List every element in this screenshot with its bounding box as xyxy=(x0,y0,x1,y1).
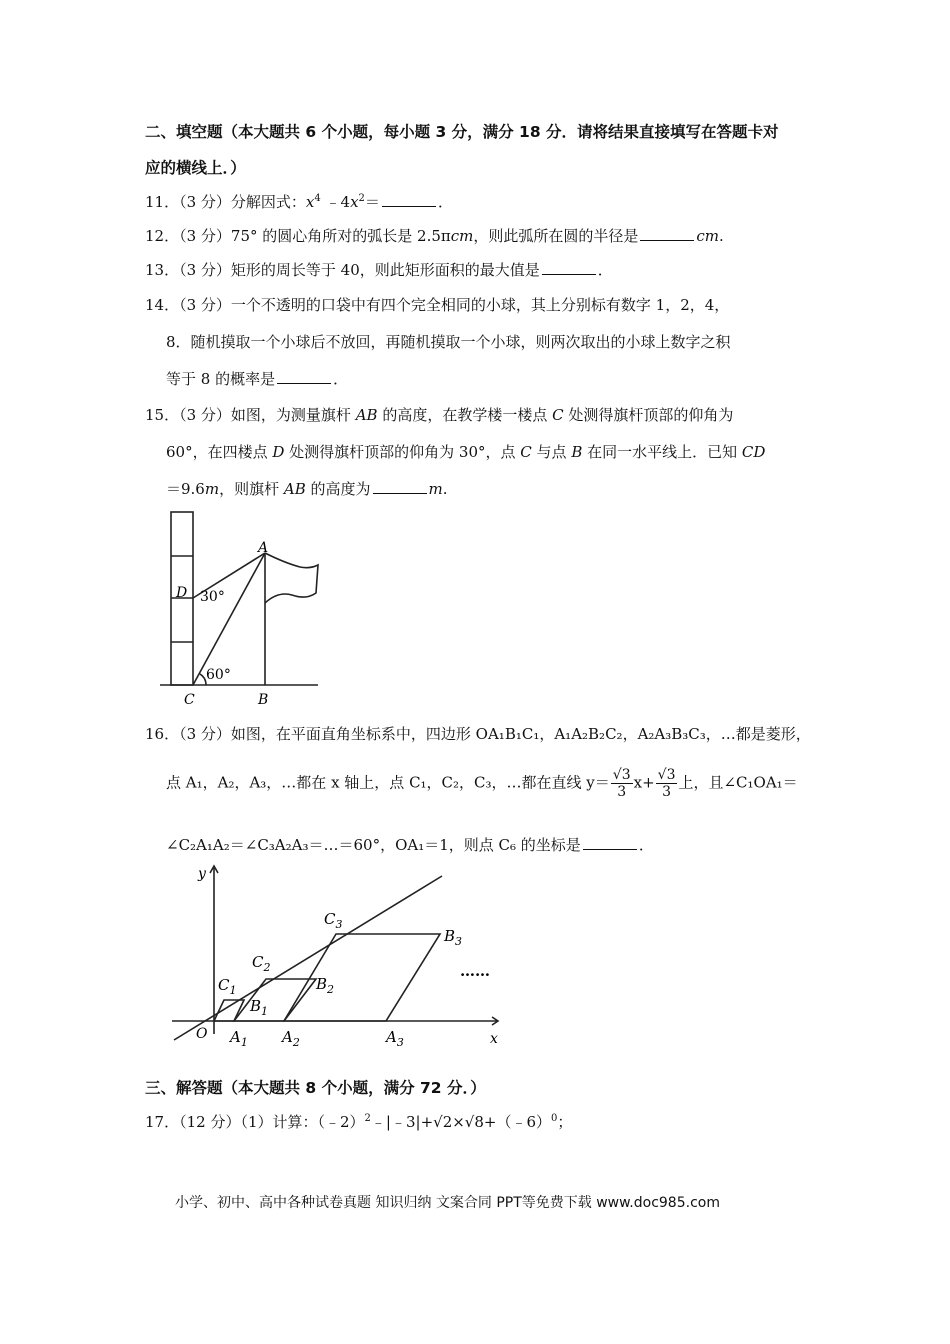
q11-var-x1: x xyxy=(305,193,315,211)
q15-text: 的高度，在教学楼一楼点 xyxy=(377,406,553,424)
q16-line1: 如图，在平面直角坐标系中，四边形 OA₁B₁C₁，A₁A₂B₂C₂，A₂A₃B₃C₃，…都是菱形， xyxy=(230,725,811,743)
fraction-numerator: √3 xyxy=(657,767,676,783)
q15-var: AB xyxy=(283,480,306,498)
q15-text: 的高度为 xyxy=(305,480,371,498)
label-x: x xyxy=(490,1031,498,1047)
question-16-line1 xyxy=(145,723,811,744)
q15-var: C xyxy=(520,443,532,461)
q17-text2: ﹣|﹣3|+√2×√8+（﹣6） xyxy=(370,1113,552,1131)
q15-answer-blank[interactable] xyxy=(373,481,427,494)
q12-unit2: cm xyxy=(696,227,720,245)
fraction-denominator: 3 xyxy=(662,784,672,800)
q11-score: （3 分） xyxy=(179,193,231,211)
label-B3: $B_3$ xyxy=(444,927,463,948)
q13-answer-blank[interactable] xyxy=(542,262,596,275)
q11-exp2: 2 xyxy=(358,193,365,204)
flag-shape xyxy=(265,553,318,603)
q11-text: 分解因式： xyxy=(230,193,306,211)
q11-answer-blank[interactable] xyxy=(382,194,436,207)
q11-eq: ＝ xyxy=(364,193,380,211)
q12-score: （3 分） xyxy=(179,227,231,245)
section3-heading: 三、解答题（本大题共 8 个小题，满分 72 分．） xyxy=(145,1079,486,1097)
label-D: D xyxy=(176,585,188,601)
q11-end: ． xyxy=(437,193,453,211)
q15-text: 处测得旗杆顶部的仰角为 30°，点 xyxy=(284,443,521,461)
q11-var-x2: x xyxy=(350,193,359,211)
q17-end: ； xyxy=(557,1113,573,1131)
q11-exp1: 4 xyxy=(314,193,321,204)
q14-number: 14． xyxy=(145,296,180,314)
question-16-line3 xyxy=(166,834,654,855)
q16-text: 点 A₁，A₂，A₃，…都在 x 轴上，点 C₁，C₂，C₃，…都在直线 y＝ xyxy=(166,773,610,792)
q13-text: 矩形的周长等于 40，则此矩形面积的最大值是 xyxy=(230,261,540,279)
rhombus-3 xyxy=(284,934,440,1021)
q17-exp2: 0 xyxy=(551,1113,558,1124)
label-B: B xyxy=(258,692,269,708)
q12-text: 75° 的圆心角所对的弧长是 2.5π xyxy=(230,227,451,245)
q17-score: （12 分） xyxy=(179,1113,241,1131)
question-14-line3 xyxy=(166,368,348,389)
q15-number: 15． xyxy=(145,406,180,424)
q16-number: 16． xyxy=(145,725,180,743)
label-B2: $B_2$ xyxy=(316,975,335,996)
label-A3: $A_3$ xyxy=(386,1028,404,1049)
label-C1: $C_1$ xyxy=(218,976,237,997)
q15-text: ，则旗杆 xyxy=(219,480,284,498)
question-16-line2 xyxy=(166,767,798,800)
question-15-line1 xyxy=(145,404,733,425)
q15-text: 在同一水平线上．已知 xyxy=(582,443,742,461)
q15-text: 与点 xyxy=(531,443,572,461)
q16-text: x+ xyxy=(633,773,655,792)
section2-heading-line2: 应的横线上．） xyxy=(145,159,246,177)
q17-text: （1）计算：（﹣2） xyxy=(240,1113,365,1131)
q15-text: 60°，在四楼点 xyxy=(166,443,273,461)
q16-end: ． xyxy=(638,836,654,854)
q11-number: 11． xyxy=(145,193,180,211)
question-17 xyxy=(145,1111,572,1132)
label-A1: $A_1$ xyxy=(230,1028,248,1049)
q14-score: （3 分） xyxy=(179,296,231,314)
q15-var: C xyxy=(552,406,564,424)
label-A: A xyxy=(258,540,269,556)
q12-text2: ，则此弧所在圆的半径是 xyxy=(473,227,639,245)
label-C: C xyxy=(184,692,195,708)
q11-mid: ﹣4 xyxy=(320,193,351,211)
q13-number: 13． xyxy=(145,261,180,279)
q14-line3: 等于 8 的概率是 xyxy=(166,370,276,388)
question-15-line2 xyxy=(166,441,765,462)
question-15-line3 xyxy=(166,478,448,499)
q12-answer-blank[interactable] xyxy=(640,228,694,241)
q17-number: 17． xyxy=(145,1113,180,1131)
label-y: y xyxy=(198,866,206,882)
question-14-line1 xyxy=(145,294,729,315)
q15-unit: m xyxy=(204,480,220,498)
section2-heading-line1: 二、填空题（本大题共 6 个小题，每小题 3 分，满分 18 分．请将结果直接填写在答题卡对 xyxy=(145,123,779,141)
q15-var: CD xyxy=(741,443,766,461)
question-12 xyxy=(145,225,724,246)
q15-text: ＝9.6 xyxy=(166,480,205,498)
line-CA xyxy=(193,553,265,685)
q14-line1: 一个不透明的口袋中有四个完全相同的小球，其上分别标有数字 1，2，4， xyxy=(230,296,730,314)
q15-var: D xyxy=(272,443,285,461)
q12-number: 12． xyxy=(145,227,180,245)
label-O: O xyxy=(196,1026,208,1042)
q13-score: （3 分） xyxy=(179,261,231,279)
q15-unit: m xyxy=(428,480,443,498)
label-angle-30: 30° xyxy=(200,589,225,605)
q16-text: ∠C₂A₁A₂＝∠C₃A₂A₃＝…＝60°，OA₁＝1，则点 C₆ 的坐标是 xyxy=(166,836,581,854)
fraction-denominator: 3 xyxy=(617,784,627,800)
label-ellipsis: …… xyxy=(460,962,490,980)
question-13 xyxy=(145,259,613,280)
page-footer: 小学、初中、高中各种试卷真题 知识归纳 文案合同 PPT等免费下载 www.doc985.com xyxy=(175,1195,720,1211)
rhombus-1 xyxy=(214,1000,244,1021)
q15-var: B xyxy=(571,443,583,461)
q15-score: （3 分） xyxy=(179,406,231,424)
label-A2: $A_2$ xyxy=(282,1028,300,1049)
q15-end: . xyxy=(442,480,448,498)
q15-text: 如图，为测量旗杆 xyxy=(230,406,356,424)
q16-text: 上，且∠C₁OA₁＝ xyxy=(678,773,798,792)
label-C2: $C_2$ xyxy=(252,953,271,974)
rhombus-2 xyxy=(234,979,316,1021)
q15-var: AB xyxy=(355,406,378,424)
q13-end: ． xyxy=(597,261,613,279)
q12-end: . xyxy=(719,227,724,245)
q16-answer-blank[interactable] xyxy=(583,837,637,850)
label-C3: $C_3$ xyxy=(324,910,343,931)
label-B1: $B_1$ xyxy=(250,997,269,1018)
q14-end: ． xyxy=(333,370,349,388)
figure-16-rhombuses xyxy=(160,860,510,1050)
fraction-numerator: √3 xyxy=(612,767,631,783)
q16-fraction-1 xyxy=(611,767,633,800)
q14-answer-blank[interactable] xyxy=(277,371,331,384)
figure-15-flagpole xyxy=(160,505,335,710)
question-11 xyxy=(145,191,453,212)
q17-exp: 2 xyxy=(364,1113,371,1124)
label-angle-60: 60° xyxy=(206,667,231,683)
q16-fraction-2 xyxy=(656,767,678,800)
q16-score: （3 分） xyxy=(179,725,231,743)
q14-line2: 8．随机摸取一个小球后不放回，再随机摸取一个小球，则两次取出的小球上数字之积 xyxy=(166,333,731,351)
q15-text: 处测得旗杆顶部的仰角为 xyxy=(563,406,734,424)
q12-unit1: cm xyxy=(450,227,474,245)
